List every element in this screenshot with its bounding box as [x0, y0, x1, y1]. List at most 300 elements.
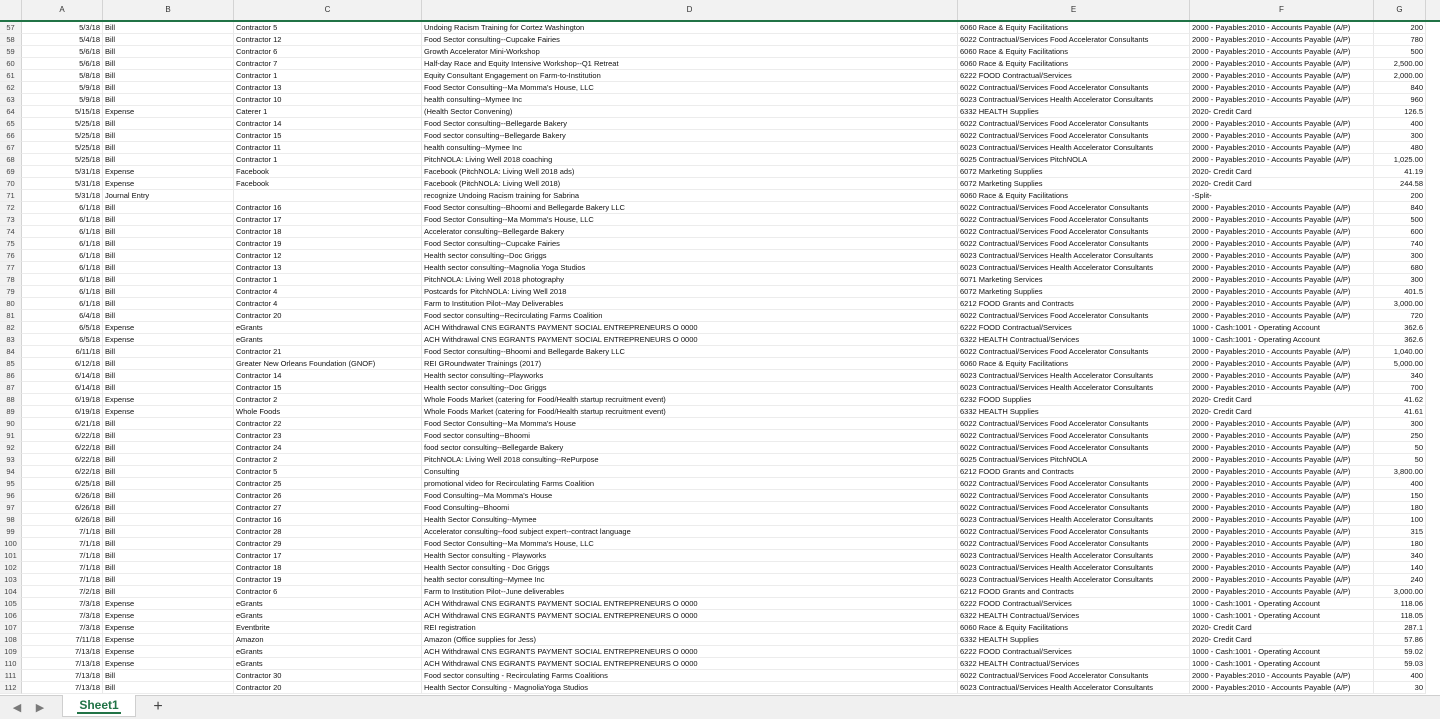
cell-g[interactable]: 57.86 [1374, 634, 1426, 646]
cell-g[interactable]: 59.03 [1374, 658, 1426, 670]
cell-d[interactable]: Food Consulting--Ma Momma's House [422, 490, 958, 502]
cell-c[interactable]: Contractor 19 [234, 238, 422, 250]
cell-d[interactable]: Farm to Institution Pilot--May Deliverables [422, 298, 958, 310]
cell-a[interactable]: 7/3/18 [22, 610, 103, 622]
cell-e[interactable]: 6332 HEALTH Supplies [958, 634, 1190, 646]
cell-g[interactable]: 30 [1374, 682, 1426, 694]
cell-g[interactable]: 100 [1374, 514, 1426, 526]
cell-e[interactable]: 6023 Contractual/Services Health Accelerator Consultants [958, 574, 1190, 586]
row-number[interactable]: 74 [0, 226, 22, 238]
cell-b[interactable]: Bill [103, 358, 234, 370]
row-number[interactable]: 65 [0, 118, 22, 130]
row-number[interactable]: 76 [0, 250, 22, 262]
cell-a[interactable]: 6/1/18 [22, 214, 103, 226]
cell-d[interactable]: promotional video for Recirculating Farms Coalition [422, 478, 958, 490]
cell-e[interactable]: 6022 Contractual/Services Food Accelerator Consultants [958, 202, 1190, 214]
cell-e[interactable]: 6023 Contractual/Services Health Accelerator Consultants [958, 370, 1190, 382]
cell-d[interactable]: Food Sector consulting--Cupcake Fairies [422, 34, 958, 46]
cell-e[interactable]: 6232 FOOD Supplies [958, 394, 1190, 406]
cell-a[interactable]: 6/1/18 [22, 274, 103, 286]
cell-c[interactable]: Contractor 16 [234, 514, 422, 526]
cell-b[interactable]: Bill [103, 490, 234, 502]
cell-f[interactable]: 2000 - Payables:2010 - Accounts Payable (A/P) [1190, 370, 1374, 382]
cell-d[interactable]: ACH Withdrawal CNS EGRANTS PAYMENT SOCIAL ENTREPRENEURS O 0000 [422, 598, 958, 610]
cell-f[interactable]: 1000 - Cash:1001 - Operating Account [1190, 610, 1374, 622]
cell-c[interactable]: Contractor 5 [234, 466, 422, 478]
row-number[interactable]: 86 [0, 370, 22, 382]
cell-c[interactable]: eGrants [234, 658, 422, 670]
cell-f[interactable]: 2000 - Payables:2010 - Accounts Payable (A/P) [1190, 238, 1374, 250]
cell-b[interactable]: Bill [103, 46, 234, 58]
row-number[interactable]: 103 [0, 574, 22, 586]
cell-a[interactable]: 7/11/18 [22, 634, 103, 646]
cell-f[interactable]: 2000 - Payables:2010 - Accounts Payable (A/P) [1190, 490, 1374, 502]
cell-a[interactable]: 5/6/18 [22, 46, 103, 58]
row-number[interactable]: 107 [0, 622, 22, 634]
cell-c[interactable]: Contractor 14 [234, 118, 422, 130]
cell-f[interactable]: 2000 - Payables:2010 - Accounts Payable (A/P) [1190, 34, 1374, 46]
column-header-a[interactable]: A [22, 0, 103, 20]
cell-e[interactable]: 6022 Contractual/Services Food Accelerator Consultants [958, 430, 1190, 442]
cell-b[interactable]: Bill [103, 262, 234, 274]
cell-a[interactable]: 7/1/18 [22, 550, 103, 562]
cell-b[interactable]: Expense [103, 178, 234, 190]
cell-a[interactable]: 7/3/18 [22, 598, 103, 610]
cell-a[interactable]: 5/4/18 [22, 34, 103, 46]
row-number[interactable]: 97 [0, 502, 22, 514]
cell-d[interactable]: Food sector consulting - Recirculating Farms Coalitions [422, 670, 958, 682]
cell-c[interactable]: Contractor 22 [234, 418, 422, 430]
cell-e[interactable]: 6022 Contractual/Services Food Accelerator Consultants [958, 526, 1190, 538]
row-number[interactable]: 73 [0, 214, 22, 226]
row-number[interactable]: 60 [0, 58, 22, 70]
cell-f[interactable]: 2000 - Payables:2010 - Accounts Payable (A/P) [1190, 682, 1374, 694]
cell-c[interactable]: Contractor 1 [234, 70, 422, 82]
cell-g[interactable]: 5,000.00 [1374, 358, 1426, 370]
cell-b[interactable]: Bill [103, 238, 234, 250]
cell-b[interactable]: Expense [103, 322, 234, 334]
cell-g[interactable]: 140 [1374, 562, 1426, 574]
row-number[interactable]: 110 [0, 658, 22, 670]
cell-f[interactable]: 2000 - Payables:2010 - Accounts Payable (A/P) [1190, 154, 1374, 166]
cell-b[interactable]: Bill [103, 202, 234, 214]
cell-c[interactable]: Contractor 19 [234, 574, 422, 586]
cell-d[interactable]: ACH Withdrawal CNS EGRANTS PAYMENT SOCIAL ENTREPRENEURS O 0000 [422, 610, 958, 622]
cell-b[interactable]: Expense [103, 334, 234, 346]
cell-g[interactable]: 315 [1374, 526, 1426, 538]
cell-f[interactable]: 2000 - Payables:2010 - Accounts Payable (A/P) [1190, 478, 1374, 490]
row-number[interactable]: 94 [0, 466, 22, 478]
cell-c[interactable]: Contractor 15 [234, 382, 422, 394]
cell-e[interactable]: 6022 Contractual/Services Food Accelerator Consultants [958, 538, 1190, 550]
cell-c[interactable]: eGrants [234, 646, 422, 658]
cell-g[interactable]: 1,040.00 [1374, 346, 1426, 358]
cell-b[interactable]: Expense [103, 646, 234, 658]
cell-f[interactable]: 2000 - Payables:2010 - Accounts Payable (A/P) [1190, 382, 1374, 394]
cell-e[interactable]: 6072 Marketing Supplies [958, 286, 1190, 298]
cell-b[interactable]: Bill [103, 226, 234, 238]
cell-c[interactable]: Contractor 18 [234, 562, 422, 574]
cell-b[interactable]: Bill [103, 682, 234, 694]
cell-d[interactable]: recognize Undoing Racism training for Sabrina [422, 190, 958, 202]
cell-b[interactable]: Expense [103, 166, 234, 178]
cell-g[interactable]: 3,800.00 [1374, 466, 1426, 478]
cell-d[interactable]: Whole Foods Market (catering for Food/Health startup recruitment event) [422, 406, 958, 418]
cell-d[interactable]: Food Sector consulting--Cupcake Fairies [422, 238, 958, 250]
cell-a[interactable]: 6/22/18 [22, 466, 103, 478]
row-number[interactable]: 90 [0, 418, 22, 430]
cell-a[interactable]: 6/1/18 [22, 286, 103, 298]
cell-g[interactable]: 150 [1374, 490, 1426, 502]
cell-g[interactable]: 250 [1374, 430, 1426, 442]
cell-a[interactable]: 7/2/18 [22, 586, 103, 598]
cell-c[interactable]: Contractor 13 [234, 262, 422, 274]
cell-f[interactable]: 2000 - Payables:2010 - Accounts Payable (A/P) [1190, 526, 1374, 538]
cell-d[interactable]: Food sector consulting--Bellegarde Bakery [422, 130, 958, 142]
cell-e[interactable]: 6322 HEALTH Contractual/Services [958, 334, 1190, 346]
cell-e[interactable]: 6072 Marketing Supplies [958, 166, 1190, 178]
cell-e[interactable]: 6022 Contractual/Services Food Accelerator Consultants [958, 502, 1190, 514]
cell-f[interactable]: 2000 - Payables:2010 - Accounts Payable (A/P) [1190, 442, 1374, 454]
cell-a[interactable]: 6/1/18 [22, 250, 103, 262]
cell-c[interactable]: Contractor 16 [234, 202, 422, 214]
cell-a[interactable]: 6/12/18 [22, 358, 103, 370]
cell-f[interactable]: 2000 - Payables:2010 - Accounts Payable (A/P) [1190, 514, 1374, 526]
cell-e[interactable]: 6022 Contractual/Services Food Accelerator Consultants [958, 238, 1190, 250]
cell-a[interactable]: 5/3/18 [22, 22, 103, 34]
cell-f[interactable]: 1000 - Cash:1001 - Operating Account [1190, 322, 1374, 334]
row-number[interactable]: 59 [0, 46, 22, 58]
cell-e[interactable]: 6022 Contractual/Services Food Accelerator Consultants [958, 442, 1190, 454]
cell-e[interactable]: 6022 Contractual/Services Food Accelerator Consultants [958, 214, 1190, 226]
cell-g[interactable]: 180 [1374, 538, 1426, 550]
row-number[interactable]: 80 [0, 298, 22, 310]
cell-c[interactable]: Contractor 18 [234, 226, 422, 238]
cell-e[interactable]: 6023 Contractual/Services Health Accelerator Consultants [958, 382, 1190, 394]
cell-d[interactable]: Health sector consulting--Doc Griggs [422, 250, 958, 262]
cell-g[interactable]: 740 [1374, 238, 1426, 250]
cell-c[interactable]: Contractor 2 [234, 394, 422, 406]
row-number[interactable]: 63 [0, 94, 22, 106]
cell-b[interactable]: Bill [103, 154, 234, 166]
cell-c[interactable]: Contractor 20 [234, 682, 422, 694]
cell-e[interactable]: 6022 Contractual/Services Food Accelerator Consultants [958, 346, 1190, 358]
row-number[interactable]: 75 [0, 238, 22, 250]
cell-f[interactable]: 2000 - Payables:2010 - Accounts Payable (A/P) [1190, 346, 1374, 358]
cell-f[interactable]: 2000 - Payables:2010 - Accounts Payable (A/P) [1190, 286, 1374, 298]
cell-g[interactable]: 400 [1374, 478, 1426, 490]
cell-a[interactable]: 6/26/18 [22, 502, 103, 514]
cell-b[interactable]: Bill [103, 418, 234, 430]
cell-c[interactable]: Contractor 1 [234, 274, 422, 286]
cell-e[interactable]: 6222 FOOD Contractual/Services [958, 70, 1190, 82]
cell-g[interactable]: 41.62 [1374, 394, 1426, 406]
row-number[interactable]: 77 [0, 262, 22, 274]
cell-a[interactable]: 6/19/18 [22, 394, 103, 406]
cell-c[interactable]: Contractor 24 [234, 442, 422, 454]
cell-d[interactable]: Food Sector consulting--Bhoomi and Bellegarde Bakery LLC [422, 202, 958, 214]
row-number[interactable]: 84 [0, 346, 22, 358]
cell-g[interactable]: 300 [1374, 130, 1426, 142]
row-number[interactable]: 67 [0, 142, 22, 154]
cell-a[interactable]: 6/1/18 [22, 262, 103, 274]
cell-b[interactable]: Bill [103, 34, 234, 46]
cell-c[interactable]: Contractor 6 [234, 46, 422, 58]
cell-a[interactable]: 7/1/18 [22, 574, 103, 586]
cell-e[interactable]: 6023 Contractual/Services Health Accelerator Consultants [958, 514, 1190, 526]
add-sheet-button[interactable]: + [153, 698, 163, 715]
cell-f[interactable]: 2000 - Payables:2010 - Accounts Payable (A/P) [1190, 130, 1374, 142]
cell-b[interactable]: Expense [103, 598, 234, 610]
cell-a[interactable]: 5/6/18 [22, 58, 103, 70]
cell-d[interactable]: Consulting [422, 466, 958, 478]
cell-d[interactable]: (Health Sector Convening) [422, 106, 958, 118]
row-number[interactable]: 82 [0, 322, 22, 334]
cell-a[interactable]: 7/1/18 [22, 526, 103, 538]
row-number[interactable]: 93 [0, 454, 22, 466]
cell-d[interactable]: Health Sector Consulting--Mymee [422, 514, 958, 526]
cell-d[interactable]: Food Sector Consulting--Ma Momma's House, LLC [422, 82, 958, 94]
cell-a[interactable]: 6/14/18 [22, 370, 103, 382]
cell-d[interactable]: Accelerator consulting--Bellegarde Bakery [422, 226, 958, 238]
cell-c[interactable]: Contractor 7 [234, 58, 422, 70]
column-header-g[interactable]: G [1374, 0, 1426, 20]
cell-a[interactable]: 6/5/18 [22, 322, 103, 334]
cell-b[interactable]: Bill [103, 130, 234, 142]
cell-a[interactable]: 5/25/18 [22, 142, 103, 154]
cell-d[interactable]: Food sector consulting--Recirculating Farms Coalition [422, 310, 958, 322]
row-number[interactable]: 98 [0, 514, 22, 526]
cell-b[interactable]: Bill [103, 562, 234, 574]
cell-e[interactable]: 6212 FOOD Grants and Contracts [958, 586, 1190, 598]
cell-b[interactable]: Bill [103, 466, 234, 478]
row-number[interactable]: 100 [0, 538, 22, 550]
cell-f[interactable]: 2000 - Payables:2010 - Accounts Payable (A/P) [1190, 574, 1374, 586]
cell-c[interactable]: Contractor 1 [234, 154, 422, 166]
cell-b[interactable]: Bill [103, 526, 234, 538]
row-number[interactable]: 109 [0, 646, 22, 658]
row-number[interactable]: 112 [0, 682, 22, 694]
cell-c[interactable]: eGrants [234, 610, 422, 622]
cell-a[interactable]: 5/25/18 [22, 118, 103, 130]
cell-e[interactable]: 6023 Contractual/Services Health Accelerator Consultants [958, 94, 1190, 106]
cell-f[interactable]: 2000 - Payables:2010 - Accounts Payable (A/P) [1190, 214, 1374, 226]
cell-a[interactable]: 5/25/18 [22, 154, 103, 166]
cell-a[interactable]: 6/1/18 [22, 202, 103, 214]
cell-f[interactable]: 1000 - Cash:1001 - Operating Account [1190, 598, 1374, 610]
cell-a[interactable]: 6/26/18 [22, 490, 103, 502]
row-number[interactable]: 62 [0, 82, 22, 94]
cell-e[interactable]: 6332 HEALTH Supplies [958, 406, 1190, 418]
cell-a[interactable]: 6/1/18 [22, 226, 103, 238]
cell-e[interactable]: 6060 Race & Equity Facilitations [958, 622, 1190, 634]
row-number[interactable]: 78 [0, 274, 22, 286]
cell-g[interactable]: 840 [1374, 82, 1426, 94]
column-header-f[interactable]: F [1190, 0, 1374, 20]
cell-g[interactable]: 50 [1374, 442, 1426, 454]
cell-f[interactable]: 2000 - Payables:2010 - Accounts Payable (A/P) [1190, 586, 1374, 598]
cell-g[interactable]: 3,000.00 [1374, 586, 1426, 598]
prev-sheet-icon[interactable]: ◀ [12, 702, 22, 714]
cell-d[interactable]: Farm to Institution Pilot--June deliverables [422, 586, 958, 598]
cell-c[interactable]: Contractor 14 [234, 370, 422, 382]
cell-e[interactable]: 6023 Contractual/Services Health Accelerator Consultants [958, 262, 1190, 274]
cell-f[interactable]: 2000 - Payables:2010 - Accounts Payable (A/P) [1190, 298, 1374, 310]
cell-d[interactable]: Food Sector Consulting--Ma Momma's House, LLC [422, 214, 958, 226]
cell-a[interactable]: 6/11/18 [22, 346, 103, 358]
cell-a[interactable]: 7/3/18 [22, 622, 103, 634]
cell-f[interactable]: 2000 - Payables:2010 - Accounts Payable (A/P) [1190, 430, 1374, 442]
cell-f[interactable]: 2000 - Payables:2010 - Accounts Payable (A/P) [1190, 310, 1374, 322]
cell-b[interactable]: Bill [103, 550, 234, 562]
cell-g[interactable]: 300 [1374, 274, 1426, 286]
row-number[interactable]: 70 [0, 178, 22, 190]
cell-d[interactable]: food sector consulting--Bellegarde Bakery [422, 442, 958, 454]
cell-b[interactable]: Bill [103, 250, 234, 262]
cell-f[interactable]: 2000 - Payables:2010 - Accounts Payable (A/P) [1190, 46, 1374, 58]
cell-d[interactable]: Facebook (PitchNOLA: Living Well 2018 ads) [422, 166, 958, 178]
cell-e[interactable]: 6022 Contractual/Services Food Accelerator Consultants [958, 310, 1190, 322]
cell-a[interactable]: 5/9/18 [22, 94, 103, 106]
cell-e[interactable]: 6022 Contractual/Services Food Accelerator Consultants [958, 490, 1190, 502]
cell-g[interactable]: 840 [1374, 202, 1426, 214]
cell-a[interactable]: 6/21/18 [22, 418, 103, 430]
cell-g[interactable]: 118.05 [1374, 610, 1426, 622]
cell-g[interactable]: 401.5 [1374, 286, 1426, 298]
cell-a[interactable]: 6/26/18 [22, 514, 103, 526]
cell-a[interactable]: 6/5/18 [22, 334, 103, 346]
cell-a[interactable]: 5/31/18 [22, 166, 103, 178]
column-header-e[interactable]: E [958, 0, 1190, 20]
cell-e[interactable]: 6322 HEALTH Contractual/Services [958, 658, 1190, 670]
cell-c[interactable]: Contractor 6 [234, 586, 422, 598]
cell-g[interactable]: 780 [1374, 34, 1426, 46]
cell-g[interactable]: 1,025.00 [1374, 154, 1426, 166]
cell-c[interactable]: Contractor 4 [234, 286, 422, 298]
row-number[interactable]: 105 [0, 598, 22, 610]
row-number[interactable]: 83 [0, 334, 22, 346]
cell-a[interactable]: 7/1/18 [22, 562, 103, 574]
cell-c[interactable]: eGrants [234, 322, 422, 334]
row-number[interactable]: 68 [0, 154, 22, 166]
cell-e[interactable]: 6222 FOOD Contractual/Services [958, 598, 1190, 610]
cell-b[interactable]: Bill [103, 670, 234, 682]
cell-e[interactable]: 6222 FOOD Contractual/Services [958, 646, 1190, 658]
cell-d[interactable]: Postcards for PitchNOLA: Living Well 2018 [422, 286, 958, 298]
row-number[interactable]: 87 [0, 382, 22, 394]
cell-f[interactable]: 2020- Credit Card [1190, 394, 1374, 406]
row-number[interactable]: 81 [0, 310, 22, 322]
cell-e[interactable]: 6060 Race & Equity Facilitations [958, 58, 1190, 70]
cell-e[interactable]: 6023 Contractual/Services Health Accelerator Consultants [958, 550, 1190, 562]
cell-f[interactable]: 2020- Credit Card [1190, 166, 1374, 178]
cell-f[interactable]: 2000 - Payables:2010 - Accounts Payable (A/P) [1190, 82, 1374, 94]
cell-c[interactable]: Facebook [234, 166, 422, 178]
cell-b[interactable]: Bill [103, 58, 234, 70]
cell-g[interactable]: 126.5 [1374, 106, 1426, 118]
cell-g[interactable]: 362.6 [1374, 334, 1426, 346]
row-number[interactable]: 85 [0, 358, 22, 370]
cell-b[interactable]: Bill [103, 70, 234, 82]
row-number[interactable]: 72 [0, 202, 22, 214]
cell-e[interactable]: 6023 Contractual/Services Health Accelerator Consultants [958, 682, 1190, 694]
row-number[interactable]: 101 [0, 550, 22, 562]
row-number[interactable]: 92 [0, 442, 22, 454]
row-number[interactable]: 79 [0, 286, 22, 298]
cell-f[interactable]: 2000 - Payables:2010 - Accounts Payable (A/P) [1190, 202, 1374, 214]
cell-a[interactable]: 6/22/18 [22, 442, 103, 454]
cell-c[interactable]: Contractor 11 [234, 142, 422, 154]
cell-a[interactable]: 5/31/18 [22, 178, 103, 190]
cell-a[interactable]: 7/13/18 [22, 646, 103, 658]
cell-c[interactable]: Amazon [234, 634, 422, 646]
cell-c[interactable]: Contractor 28 [234, 526, 422, 538]
cell-g[interactable]: 400 [1374, 118, 1426, 130]
cell-d[interactable]: Undoing Racism Training for Cortez Washington [422, 22, 958, 34]
cell-d[interactable]: Facebook (PitchNOLA: Living Well 2018) [422, 178, 958, 190]
cell-b[interactable]: Bill [103, 382, 234, 394]
cell-f[interactable]: 2020- Credit Card [1190, 406, 1374, 418]
cell-b[interactable]: Bill [103, 478, 234, 490]
cell-e[interactable]: 6022 Contractual/Services Food Accelerator Consultants [958, 478, 1190, 490]
cell-c[interactable]: Contractor 29 [234, 538, 422, 550]
cell-b[interactable]: Bill [103, 454, 234, 466]
cell-d[interactable]: Whole Foods Market (catering for Food/Health startup recruitment event) [422, 394, 958, 406]
cell-e[interactable]: 6022 Contractual/Services Food Accelerator Consultants [958, 34, 1190, 46]
cell-b[interactable]: Bill [103, 142, 234, 154]
cell-c[interactable]: Contractor 15 [234, 130, 422, 142]
cell-f[interactable]: -Split- [1190, 190, 1374, 202]
cell-c[interactable]: eGrants [234, 598, 422, 610]
cell-b[interactable]: Expense [103, 658, 234, 670]
row-number[interactable]: 99 [0, 526, 22, 538]
cell-g[interactable]: 41.61 [1374, 406, 1426, 418]
cell-c[interactable]: Contractor 4 [234, 298, 422, 310]
cell-e[interactable]: 6060 Race & Equity Facilitations [958, 358, 1190, 370]
cell-b[interactable]: Bill [103, 538, 234, 550]
row-number[interactable]: 71 [0, 190, 22, 202]
cell-f[interactable]: 2000 - Payables:2010 - Accounts Payable (A/P) [1190, 94, 1374, 106]
cell-f[interactable]: 2000 - Payables:2010 - Accounts Payable (A/P) [1190, 502, 1374, 514]
cell-e[interactable]: 6023 Contractual/Services Health Accelerator Consultants [958, 142, 1190, 154]
cell-a[interactable]: 6/1/18 [22, 298, 103, 310]
cell-b[interactable]: Bill [103, 118, 234, 130]
cell-d[interactable]: health consulting--Mymee Inc [422, 142, 958, 154]
cell-g[interactable]: 600 [1374, 226, 1426, 238]
cell-g[interactable]: 700 [1374, 382, 1426, 394]
cell-e[interactable]: 6022 Contractual/Services Food Accelerator Consultants [958, 82, 1190, 94]
cell-f[interactable]: 2020- Credit Card [1190, 178, 1374, 190]
cell-f[interactable]: 2000 - Payables:2010 - Accounts Payable (A/P) [1190, 22, 1374, 34]
cell-d[interactable]: Equity Consultant Engagement on Farm-to-Institution [422, 70, 958, 82]
cell-b[interactable]: Bill [103, 286, 234, 298]
row-number[interactable]: 58 [0, 34, 22, 46]
cell-g[interactable]: 480 [1374, 142, 1426, 154]
cell-e[interactable]: 6212 FOOD Grants and Contracts [958, 298, 1190, 310]
cell-f[interactable]: 2000 - Payables:2010 - Accounts Payable (A/P) [1190, 274, 1374, 286]
cell-b[interactable]: Journal Entry [103, 190, 234, 202]
cell-e[interactable]: 6072 Marketing Supplies [958, 178, 1190, 190]
cell-e[interactable]: 6022 Contractual/Services Food Accelerator Consultants [958, 670, 1190, 682]
cell-d[interactable]: Food Sector Consulting--Ma Momma's House, LLC [422, 538, 958, 550]
cell-c[interactable]: Contractor 10 [234, 94, 422, 106]
cell-a[interactable]: 6/25/18 [22, 478, 103, 490]
cell-b[interactable]: Bill [103, 214, 234, 226]
select-all-corner[interactable] [0, 0, 22, 20]
cell-c[interactable]: Contractor 25 [234, 478, 422, 490]
row-number[interactable]: 88 [0, 394, 22, 406]
cell-g[interactable]: 500 [1374, 214, 1426, 226]
